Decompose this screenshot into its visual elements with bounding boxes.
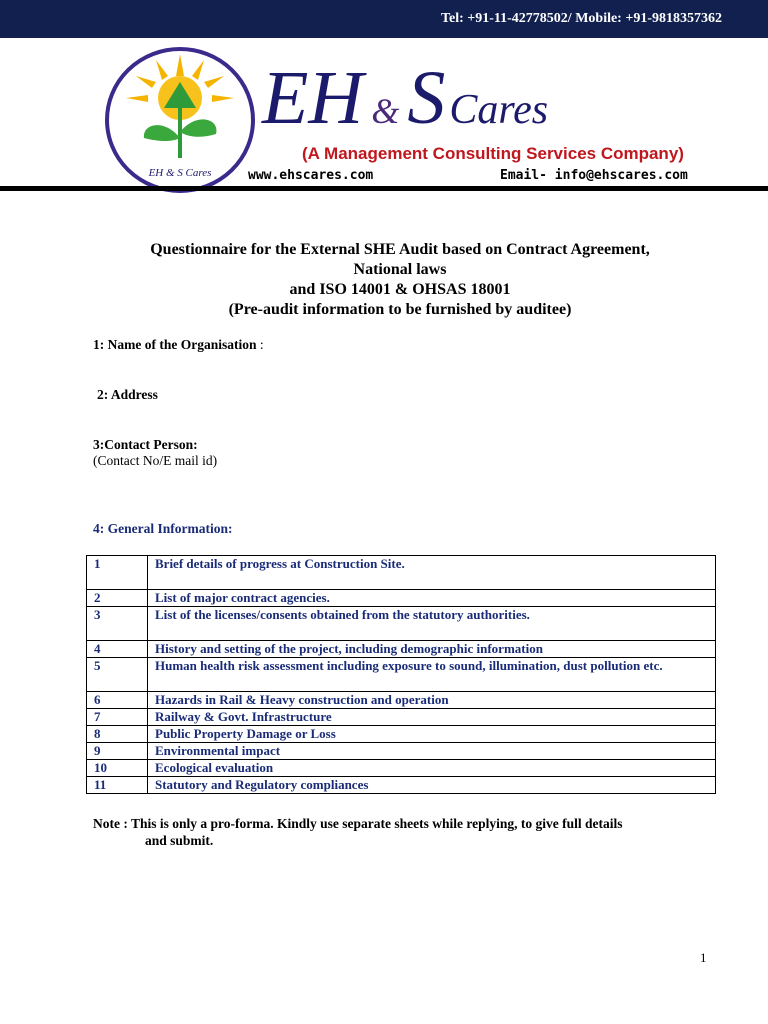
address-field: [97, 387, 158, 403]
document-title: [80, 240, 720, 320]
title-line-1: Questionnaire for the External SHE Audit based on Contract Agreement,: [150, 241, 650, 258]
row-number: 6: [87, 692, 148, 709]
org-name-label: 1: Name of the Organisation: [93, 337, 257, 352]
contact-person-label: 3:Contact Person:: [93, 437, 198, 452]
row-number: 4: [87, 641, 148, 658]
general-info-table: [86, 555, 716, 794]
brand-s: S: [407, 56, 446, 140]
header-divider: [0, 186, 768, 191]
table-row: [87, 658, 716, 692]
row-number: 7: [87, 709, 148, 726]
row-item: List of the licenses/consents obtained from the statutory authorities.: [148, 607, 716, 641]
company-logo: [104, 46, 256, 194]
row-number: 2: [87, 590, 148, 607]
brand-name: [262, 56, 549, 140]
address-label: 2: Address: [97, 387, 158, 402]
brand-ampersand: &: [371, 91, 400, 131]
table-row: [87, 726, 716, 743]
table-row: [87, 743, 716, 760]
row-item: Public Property Damage or Loss: [148, 726, 716, 743]
row-item: Brief details of progress at Construction Site.: [148, 556, 716, 590]
title-line-4: (Pre-audit information to be furnished by auditee): [228, 301, 572, 318]
row-number: 9: [87, 743, 148, 760]
org-name-colon: :: [256, 337, 264, 352]
title-line-3: and ISO 14001 & OHSAS 18001: [289, 281, 511, 298]
row-item: History and setting of the project, including demographic information: [148, 641, 716, 658]
row-item: Railway & Govt. Infrastructure: [148, 709, 716, 726]
brand-eh: EH: [262, 56, 364, 140]
page-number: 1: [700, 950, 707, 965]
row-item: Statutory and Regulatory compliances: [148, 777, 716, 794]
note-line-1: Note : This is only a pro-forma. Kindly use separate sheets while replying, to give full details: [93, 816, 623, 831]
row-number: 10: [87, 760, 148, 777]
general-info-heading: 4: General Information:: [93, 521, 233, 536]
row-item: Environmental impact: [148, 743, 716, 760]
table-row: [87, 709, 716, 726]
contact-bar: [0, 0, 768, 38]
contact-numbers: Tel: +91-11-42778502/ Mobile: +91-9818357362: [440, 11, 722, 26]
row-item: Ecological evaluation: [148, 760, 716, 777]
table-row: [87, 641, 716, 658]
table-row: [87, 692, 716, 709]
email-address[interactable]: Email- info@ehscares.com: [500, 168, 688, 183]
row-number: 8: [87, 726, 148, 743]
table-row: [87, 607, 716, 641]
row-number: 1: [87, 556, 148, 590]
note: [93, 815, 713, 849]
logo-caption: EH & S Cares: [148, 167, 212, 179]
table-row: [87, 777, 716, 794]
row-number: 3: [87, 607, 148, 641]
row-item: Human health risk assessment including exposure to sound, illumination, dust pollution etc.: [148, 658, 716, 692]
row-number: 5: [87, 658, 148, 692]
title-line-2: National laws: [353, 261, 447, 278]
brand-cares: Cares: [449, 87, 549, 133]
row-number: 11: [87, 777, 148, 794]
row-item: Hazards in Rail & Heavy construction and operation: [148, 692, 716, 709]
letterhead: [0, 38, 768, 198]
table-row: [87, 760, 716, 777]
row-item: List of major contract agencies.: [148, 590, 716, 607]
contact-person-field: [93, 437, 217, 469]
website-link[interactable]: www.ehscares.com: [248, 168, 374, 183]
note-line-2: and submit.: [145, 833, 214, 848]
org-name-field: [93, 337, 264, 353]
company-tagline: (A Management Consulting Services Company): [302, 144, 684, 163]
table-row: [87, 556, 716, 590]
table-row: [87, 590, 716, 607]
contact-person-hint: (Contact No/E mail id): [93, 453, 218, 468]
